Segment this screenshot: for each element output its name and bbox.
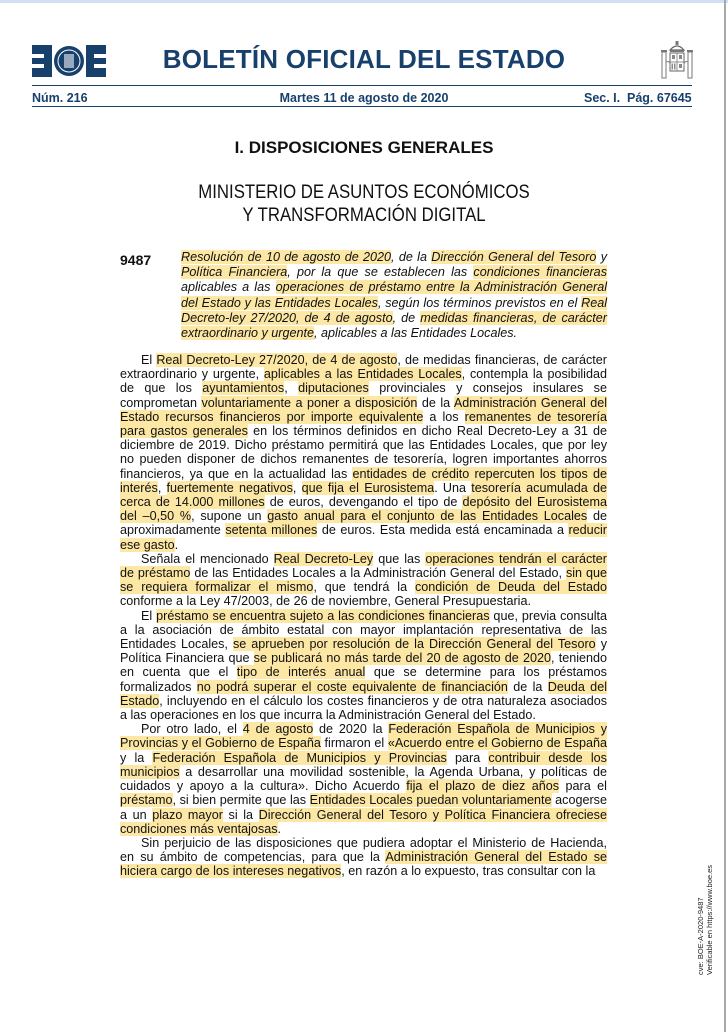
text-segment: para el [559,779,607,794]
text-segment: aplicables a las [181,280,276,295]
text-segment: Señala el mencionado [141,551,274,566]
text-segment: , de la [391,250,432,264]
text-segment: , [157,480,167,495]
text-segment: , de medidas financieras, de carácter extraordinario y urgente, [120,353,607,382]
text-segment: conforme a la Ley 47/2003, de 26 de noviembre, General Presupuestaria. [120,594,531,609]
text-segment: . [174,537,179,552]
text-segment: acogerse a un [120,793,607,822]
text-segment: para [446,750,489,765]
highlighted-text: contribuir desde los municipios [120,750,607,779]
highlighted-text: Federación Española de Municipios y Provincias [152,750,447,765]
highlighted-text: voluntariamente a poner a disposición [201,395,418,410]
disposition-abstract [181,250,607,341]
issue-date: Martes 11 de agosto de 2020 [279,91,449,105]
ministry-line-2: Y TRANSFORMACIÓN DIGITAL [242,204,486,226]
highlighted-text: Resolución de 10 de agosto de 2020 [181,250,392,264]
body-paragraph [120,609,607,723]
highlighted-text: Entidades Locales puedan voluntariamente [309,793,552,808]
highlighted-text: Dirección General del Tesoro [431,250,597,264]
highlighted-text: Real Decreto-Ley 27/2020, de 4 de agosto [156,353,398,367]
text-segment: de euros, devengando el tipo de [264,495,463,510]
text-segment: , contempla la posibilidad de que los [120,367,607,396]
text-segment: a los [423,409,465,424]
highlighted-text: que fija el Eurosistema [301,480,435,495]
highlighted-text: 4 de agosto [242,722,314,737]
text-segment: , en razón a lo expuesto, tras consultar con la [341,864,596,879]
highlighted-text: se aprueben por resolución de la Dirección General del Tesoro [232,637,596,652]
text-segment: , [292,480,302,495]
page-number: Pág. 67645 [627,91,692,105]
highlighted-text: tesorería acumulada de cerca de 14.000 millones [120,480,608,510]
text-segment: Sin perjuicio de las disposiciones que pudiera adoptar el Ministerio de Hacienda, en su ámbito de competencias, para que la [120,835,607,865]
header-rule-top [32,85,692,86]
text-segment: . Una [434,480,472,495]
highlighted-text: Deuda del Estado [120,679,607,708]
highlighted-text: «Acuerdo entre el Gobierno de España [387,736,607,751]
text-segment: que las [373,551,426,566]
highlighted-text: setenta millones [225,523,318,538]
disposition-number: 9487 [120,252,152,268]
highlighted-text: gasto anual para el conjunto de las Entidades Locales [267,509,588,524]
document-body [120,353,607,879]
text-segment: El [141,353,157,367]
highlighted-text: medidas financieras, de carácter extraordinario y urgente [181,310,607,341]
text-segment: de la [417,395,454,410]
text-segment: , de [392,310,421,325]
highlighted-text: ayuntamientos [202,381,285,396]
highlighted-text: condición de Deuda del Estado [415,580,607,595]
highlighted-text: diputaciones [298,381,369,396]
issue-number: Núm. 216 [32,91,88,105]
highlighted-text: entidades de crédito repercuten los tipos de interés [120,466,607,495]
section-heading: I. DISPOSICIONES GENERALES [234,138,494,157]
ministry-line-1: MINISTERIO DE ASUNTOS ECONÓMICOS [198,181,530,203]
text-segment: . [277,821,282,836]
text-segment: de aproximadamente [120,509,608,538]
highlighted-text: tipo de interés anual [236,665,366,680]
text-segment: , si bien permite que las [172,793,310,808]
highlighted-text: Federación Española de Municipios y Provincias y el Gobierno de España [120,722,607,751]
text-segment: de las Entidades Locales a la Administración General del Estado, [190,566,566,581]
text-segment: El [141,608,157,623]
highlighted-text: operaciones de préstamo entre la Administración General del Estado y las Entidades Locales [181,280,608,310]
body-paragraph [120,552,607,609]
text-segment: , que tendrá la [313,580,415,595]
highlighted-text: Administración General del Estado se hiciera cargo de los intereses negativos [120,850,607,879]
text-segment: , según los términos previstos en el [377,295,582,310]
body-paragraph [120,722,607,836]
highlighted-text: Dirección General del Tesoro y Política Financiera ofreciese condiciones más ventajosas [120,807,607,836]
text-segment: Por otro lado, el [141,722,243,737]
highlighted-text: no podrá superar el coste equivalente de financiación [196,679,508,694]
highlighted-text: Política Financiera [181,265,288,280]
highlighted-text: reducir ese gasto [120,523,607,552]
text-segment: y la [120,750,153,765]
window-top-border [0,0,728,3]
header-rule-bottom [32,106,692,107]
verification-url: Verificable en https://www.boe.es [705,864,714,975]
text-segment: de euros. Esta medida está encaminada a [317,523,569,538]
coat-of-arms-icon [659,40,695,82]
highlighted-text: Real Decreto-ley 27/2020, de 4 de agosto [181,295,607,325]
highlighted-text: operaciones tendrán el carácter de préstamo [120,551,607,581]
text-segment: firmaron el [320,736,388,751]
text-segment: que, previa consulta a la asociación de ámbito estatal con mayor implantación representativa de las Entidades Locales, [120,608,607,652]
highlighted-text: Real Decreto-Ley [273,551,374,566]
highlighted-text: fuertemente negativos [166,480,293,495]
text-segment: , supone un [191,509,268,524]
text-segment: , por la que se establecen las [287,265,474,280]
highlighted-text: sin que se requiera formalizar el mismo [120,566,607,595]
highlighted-text: aplicables a las Entidades Locales [263,367,462,382]
ministry-heading [51,181,677,227]
highlighted-text: Administración General del Estado recursos financieros por importe equivalente [120,395,607,424]
text-segment: , teniendo en cuenta que el [120,651,608,680]
section-label: Sec. I. [584,91,621,105]
body-paragraph [120,836,607,879]
text-segment: en los términos definidos en dicho Real Decreto-Ley a 31 de diciembre de 2019. Dicho préstamo permitirá que las Entidades Locales, que por ley no pueden disponer de dichos remanentes de tesorería, logren importantes ahorros financieros, ya que en la actualidad las [120,424,607,481]
text-segment: y Política Financiera que [120,637,607,666]
text-segment: de la [507,679,548,694]
bulletin-title: BOLETÍN OFICIAL DEL ESTADO [162,44,566,74]
text-segment: de 2020 la [313,722,389,737]
highlighted-text: se publicará no más tarde del 20 de agosto de 2020 [253,651,552,666]
highlighted-text: fija el plazo de diez años [406,779,560,794]
text-segment: , aplicables a las Entidades Locales. [314,326,518,341]
text-segment: que se determine para los préstamos formalizados [120,665,607,694]
text-segment: si la [222,807,259,822]
body-paragraph [120,353,607,552]
highlighted-text: depósito del Eurosistema del –0,50 % [120,495,607,524]
text-segment: provinciales y consejos insulares se comprometan [120,381,607,410]
cve-code: cve: BOE-A-2020-9487 [696,897,705,975]
text-segment: , [284,381,299,396]
highlighted-text: plazo mayor [152,807,223,822]
text-segment: a desarrollar una movilidad sostenible, la Agenda Urbana, y políticas de cuidados y apoyo a la cultura». Dicho Acuerdo [120,764,607,794]
text-segment: y [596,250,607,264]
highlighted-text: condiciones financieras [473,265,607,280]
cve-verification [696,865,714,975]
highlighted-text: préstamo [120,793,173,808]
highlighted-text: remanentes de tesorería para gastos generales [120,409,607,439]
highlighted-text: préstamo se encuentra sujeto a las condiciones financieras [156,608,490,623]
text-segment: , incluyendo en el cálculo los costes financieros y de otra naturaleza asociados a las operaciones en los que incurra la Administración General del Estado. [120,693,607,723]
